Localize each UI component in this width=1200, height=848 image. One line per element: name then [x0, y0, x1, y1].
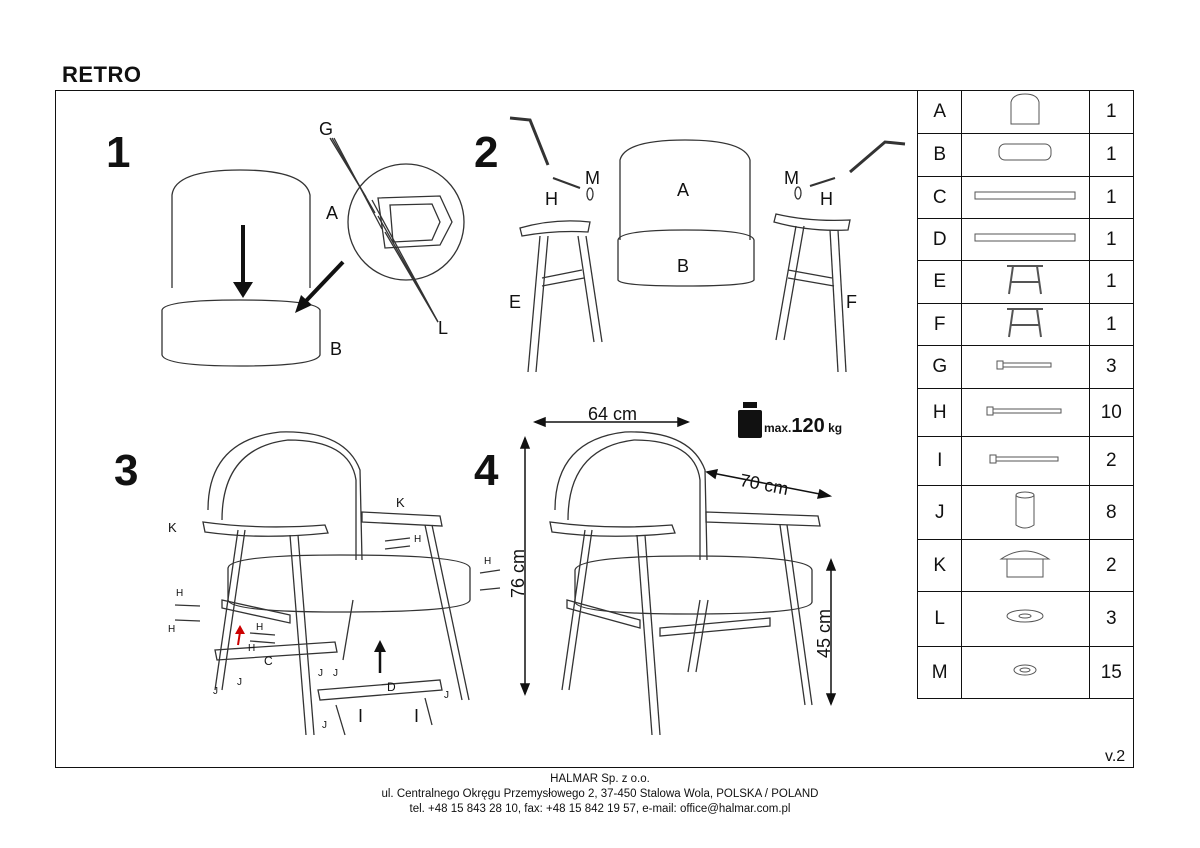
parts-row	[918, 592, 1134, 647]
part-letter: C	[918, 177, 962, 219]
step-number-1: 1	[106, 128, 131, 177]
label-f: F	[846, 292, 857, 312]
label-i1: I	[358, 706, 364, 726]
part-letter: A	[918, 91, 962, 134]
label-h3: H	[256, 622, 264, 633]
weight-icon	[738, 402, 762, 438]
part-qty: 1	[1089, 219, 1133, 261]
part-letter: I	[918, 437, 962, 486]
label-h6: H	[484, 556, 492, 567]
part-qty: 3	[1089, 592, 1133, 647]
version-label: v.2	[1105, 748, 1126, 765]
part-letter: K	[918, 540, 962, 592]
label-m-right: M	[784, 168, 799, 188]
part-letter: G	[918, 346, 962, 389]
side-frame-icon	[962, 304, 1089, 346]
label-h5: H	[414, 534, 422, 545]
dimension-width: 64 cm	[588, 404, 638, 424]
parts-row	[918, 134, 1134, 177]
label-a2: A	[677, 180, 690, 200]
label-b: B	[330, 339, 343, 359]
seat-cushion-icon	[962, 134, 1089, 177]
parts-row	[918, 486, 1134, 540]
label-j6: J	[444, 690, 449, 701]
label-m-left: M	[585, 168, 600, 188]
label-l: L	[438, 318, 449, 338]
dimension-depth: 70 cm	[738, 470, 791, 499]
dimension-height: 76 cm	[508, 548, 528, 598]
label-h-right: H	[820, 189, 833, 209]
parts-row	[918, 304, 1134, 346]
label-h1: H	[176, 588, 184, 599]
small-washer-icon	[962, 647, 1089, 699]
label-j3: J	[318, 668, 323, 679]
parts-row	[918, 437, 1134, 486]
parts-row	[918, 346, 1134, 389]
label-b2: B	[677, 256, 690, 276]
part-letter: M	[918, 647, 962, 699]
label-j5: J	[322, 720, 327, 731]
parts-row	[918, 647, 1134, 699]
label-k-right: K	[396, 495, 405, 510]
front-rail-icon	[962, 177, 1089, 219]
label-a: A	[326, 203, 339, 223]
parts-row	[918, 219, 1134, 261]
label-k-left: K	[168, 520, 177, 535]
step-number-3: 3	[114, 446, 139, 495]
step-number-2: 2	[474, 128, 499, 177]
label-e: E	[509, 292, 522, 312]
step4-illustration	[521, 402, 835, 735]
label-i2: I	[414, 706, 420, 726]
washer-icon	[962, 592, 1089, 647]
max-load: max.120 kg	[764, 415, 843, 437]
step1-illustration	[162, 138, 464, 366]
part-letter: E	[918, 261, 962, 304]
part-qty: 2	[1089, 437, 1133, 486]
barrel-nut-icon	[962, 486, 1089, 540]
footer-contact: tel. +48 15 843 28 10, fax: +48 15 842 19 57, e-mail: office@halmar.com.pl	[409, 803, 791, 815]
label-j2: J	[237, 677, 242, 688]
end-cap-icon	[962, 540, 1089, 592]
part-qty: 15	[1089, 647, 1133, 699]
part-letter: F	[918, 304, 962, 346]
dimension-seat-height: 45 cm	[814, 608, 834, 658]
label-h-left: H	[545, 189, 558, 209]
part-letter: J	[918, 486, 962, 540]
screw-short-icon	[962, 346, 1089, 389]
parts-row	[918, 389, 1134, 437]
parts-row	[918, 540, 1134, 592]
page-title: RETRO	[62, 62, 142, 87]
label-h4: H	[248, 643, 256, 654]
backrest-icon	[962, 91, 1089, 134]
bolt-long-icon	[962, 437, 1089, 486]
parts-row	[918, 261, 1134, 304]
part-qty: 1	[1089, 261, 1133, 304]
part-qty: 3	[1089, 346, 1133, 389]
side-frame-icon	[962, 261, 1089, 304]
part-qty: 1	[1089, 177, 1133, 219]
footer-address: ul. Centralnego Okręgu Przemysłowego 2, 37-450 Stalowa Wola, POLSKA / POLAND	[381, 788, 819, 800]
label-g: G	[319, 119, 334, 139]
label-h2: H	[168, 624, 176, 635]
step-number-4: 4	[474, 446, 499, 495]
label-c: C	[264, 654, 273, 668]
parts-list-table	[917, 90, 1134, 699]
step3-illustration	[175, 432, 500, 735]
parts-row	[918, 177, 1134, 219]
part-qty: 2	[1089, 540, 1133, 592]
part-qty: 10	[1089, 389, 1133, 437]
label-j4: J	[333, 668, 338, 679]
part-letter: B	[918, 134, 962, 177]
part-letter: H	[918, 389, 962, 437]
back-rail-icon	[962, 219, 1089, 261]
part-qty: 8	[1089, 486, 1133, 540]
part-letter: L	[918, 592, 962, 647]
part-qty: 1	[1089, 304, 1133, 346]
step2-illustration	[510, 118, 905, 372]
bolt-icon	[962, 389, 1089, 437]
part-qty: 1	[1089, 134, 1133, 177]
label-j1: J	[213, 686, 218, 697]
label-d: D	[387, 680, 396, 694]
part-qty: 1	[1089, 91, 1133, 134]
footer-company: HALMAR Sp. z o.o.	[550, 773, 650, 785]
parts-row	[918, 91, 1134, 134]
part-letter: D	[918, 219, 962, 261]
